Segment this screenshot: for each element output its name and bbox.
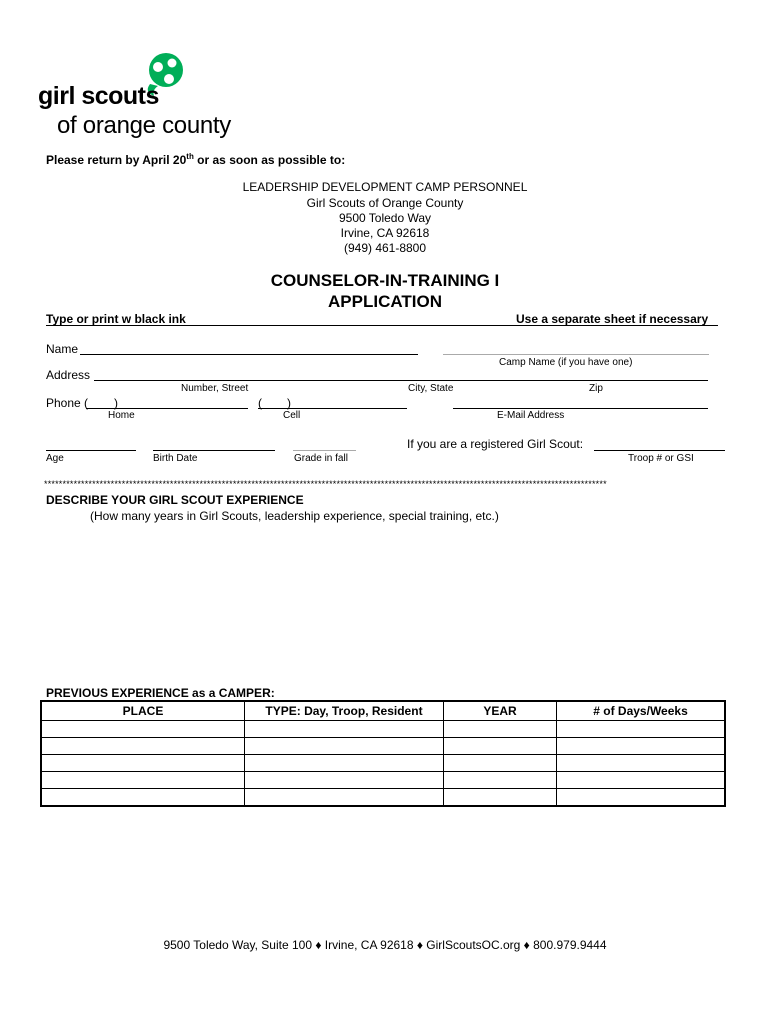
column-header-year: YEAR [444,701,557,721]
address-line1: LEADERSHIP DEVELOPMENT CAMP PERSONNEL [242,180,528,194]
page-title: COUNSELOR-IN-TRAINING I [270,271,500,290]
table-cell[interactable] [557,789,726,807]
age-field[interactable] [46,450,136,451]
table-row [41,772,725,789]
cell-area-close: ) [287,396,291,410]
table-cell[interactable] [41,755,245,772]
home-phone-field[interactable] [86,408,248,409]
table-cell[interactable] [557,772,726,789]
previous-experience-heading: PREVIOUS EXPERIENCE as a CAMPER: [46,686,275,700]
troop-label: Troop # or GSI [628,453,694,464]
grade-label: Grade in fall [294,453,348,464]
table-cell[interactable] [444,755,557,772]
phone-label: Phone ( [46,396,89,410]
cell-label: Cell [283,410,301,421]
table-cell[interactable] [245,772,444,789]
table-cell[interactable] [557,738,726,755]
camp-name-field[interactable] [443,354,709,355]
table-row [41,789,725,807]
logo-text-line1: girl scouts [38,82,159,110]
home-area-close: ) [114,396,118,410]
table-cell[interactable] [557,721,726,738]
email-label: E-Mail Address [497,410,565,421]
registered-scout-label: If you are a registered Girl Scout: [407,437,584,451]
table-cell[interactable] [444,738,557,755]
age-label: Age [46,453,64,464]
address-label: Address [46,368,91,382]
grade-field[interactable] [293,450,356,451]
table-cell[interactable] [444,772,557,789]
address-line4: Irvine, CA 92618 [340,226,430,240]
troop-field[interactable] [594,450,725,451]
address-line3: 9500 Toledo Way [338,211,432,225]
table-cell[interactable] [41,789,245,807]
cell-phone-field[interactable] [258,408,407,409]
experience-subheading: (How many years in Girl Scouts, leadership experience, special training, etc.) [90,509,499,523]
address-line2: Girl Scouts of Orange County [306,196,464,210]
birth-date-field[interactable] [153,450,275,451]
email-field[interactable] [453,408,708,409]
address-line5: (949) 461-8800 [343,241,427,255]
return-instructions: Please return by April 20th or as soon as possible to: [46,152,346,167]
column-header-type: TYPE: Day, Troop, Resident [245,701,444,721]
column-header-days-weeks: # of Days/Weeks [557,701,726,721]
table-cell[interactable] [41,721,245,738]
name-field[interactable] [80,354,418,355]
table-cell[interactable] [557,755,726,772]
table-cell[interactable] [41,738,245,755]
birth-date-label: Birth Date [153,453,198,464]
table-cell[interactable] [444,789,557,807]
zip-label: Zip [589,383,603,394]
footer-contact: 9500 Toledo Way, Suite 100 ♦ Irvine, CA 92618 ♦ GirlScoutsOC.org ♦ 800.979.9444 [163,938,607,952]
previous-experience-table [40,700,726,807]
asterisk-separator: ******************************************************************************************************************************************************** [44,479,607,489]
cell-area-open: ( [258,396,262,410]
experience-heading: DESCRIBE YOUR GIRL SCOUT EXPERIENCE [46,493,304,507]
header-underline [46,325,718,326]
table-cell[interactable] [245,755,444,772]
city-state-label: City, State [408,383,454,394]
table-cell[interactable] [245,789,444,807]
table-cell[interactable] [245,738,444,755]
table-cell[interactable] [245,721,444,738]
address-field[interactable] [94,380,708,381]
camp-name-label: Camp Name (if you have one) [499,357,633,368]
separate-sheet-instruction: Use a separate sheet if necessary [516,312,709,326]
table-row [41,755,725,772]
column-header-place: PLACE [41,701,245,721]
table-cell[interactable] [444,721,557,738]
name-label: Name [46,342,79,356]
page-subtitle: APPLICATION [328,292,442,311]
table-cell[interactable] [41,772,245,789]
number-street-label: Number, Street [181,383,249,394]
ink-instruction: Type or print w black ink [46,312,186,326]
home-label: Home [108,410,135,421]
table-row [41,721,725,738]
logo-text-line2: of orange county [57,112,231,139]
table-row [41,738,725,755]
table-header-row [41,701,725,721]
